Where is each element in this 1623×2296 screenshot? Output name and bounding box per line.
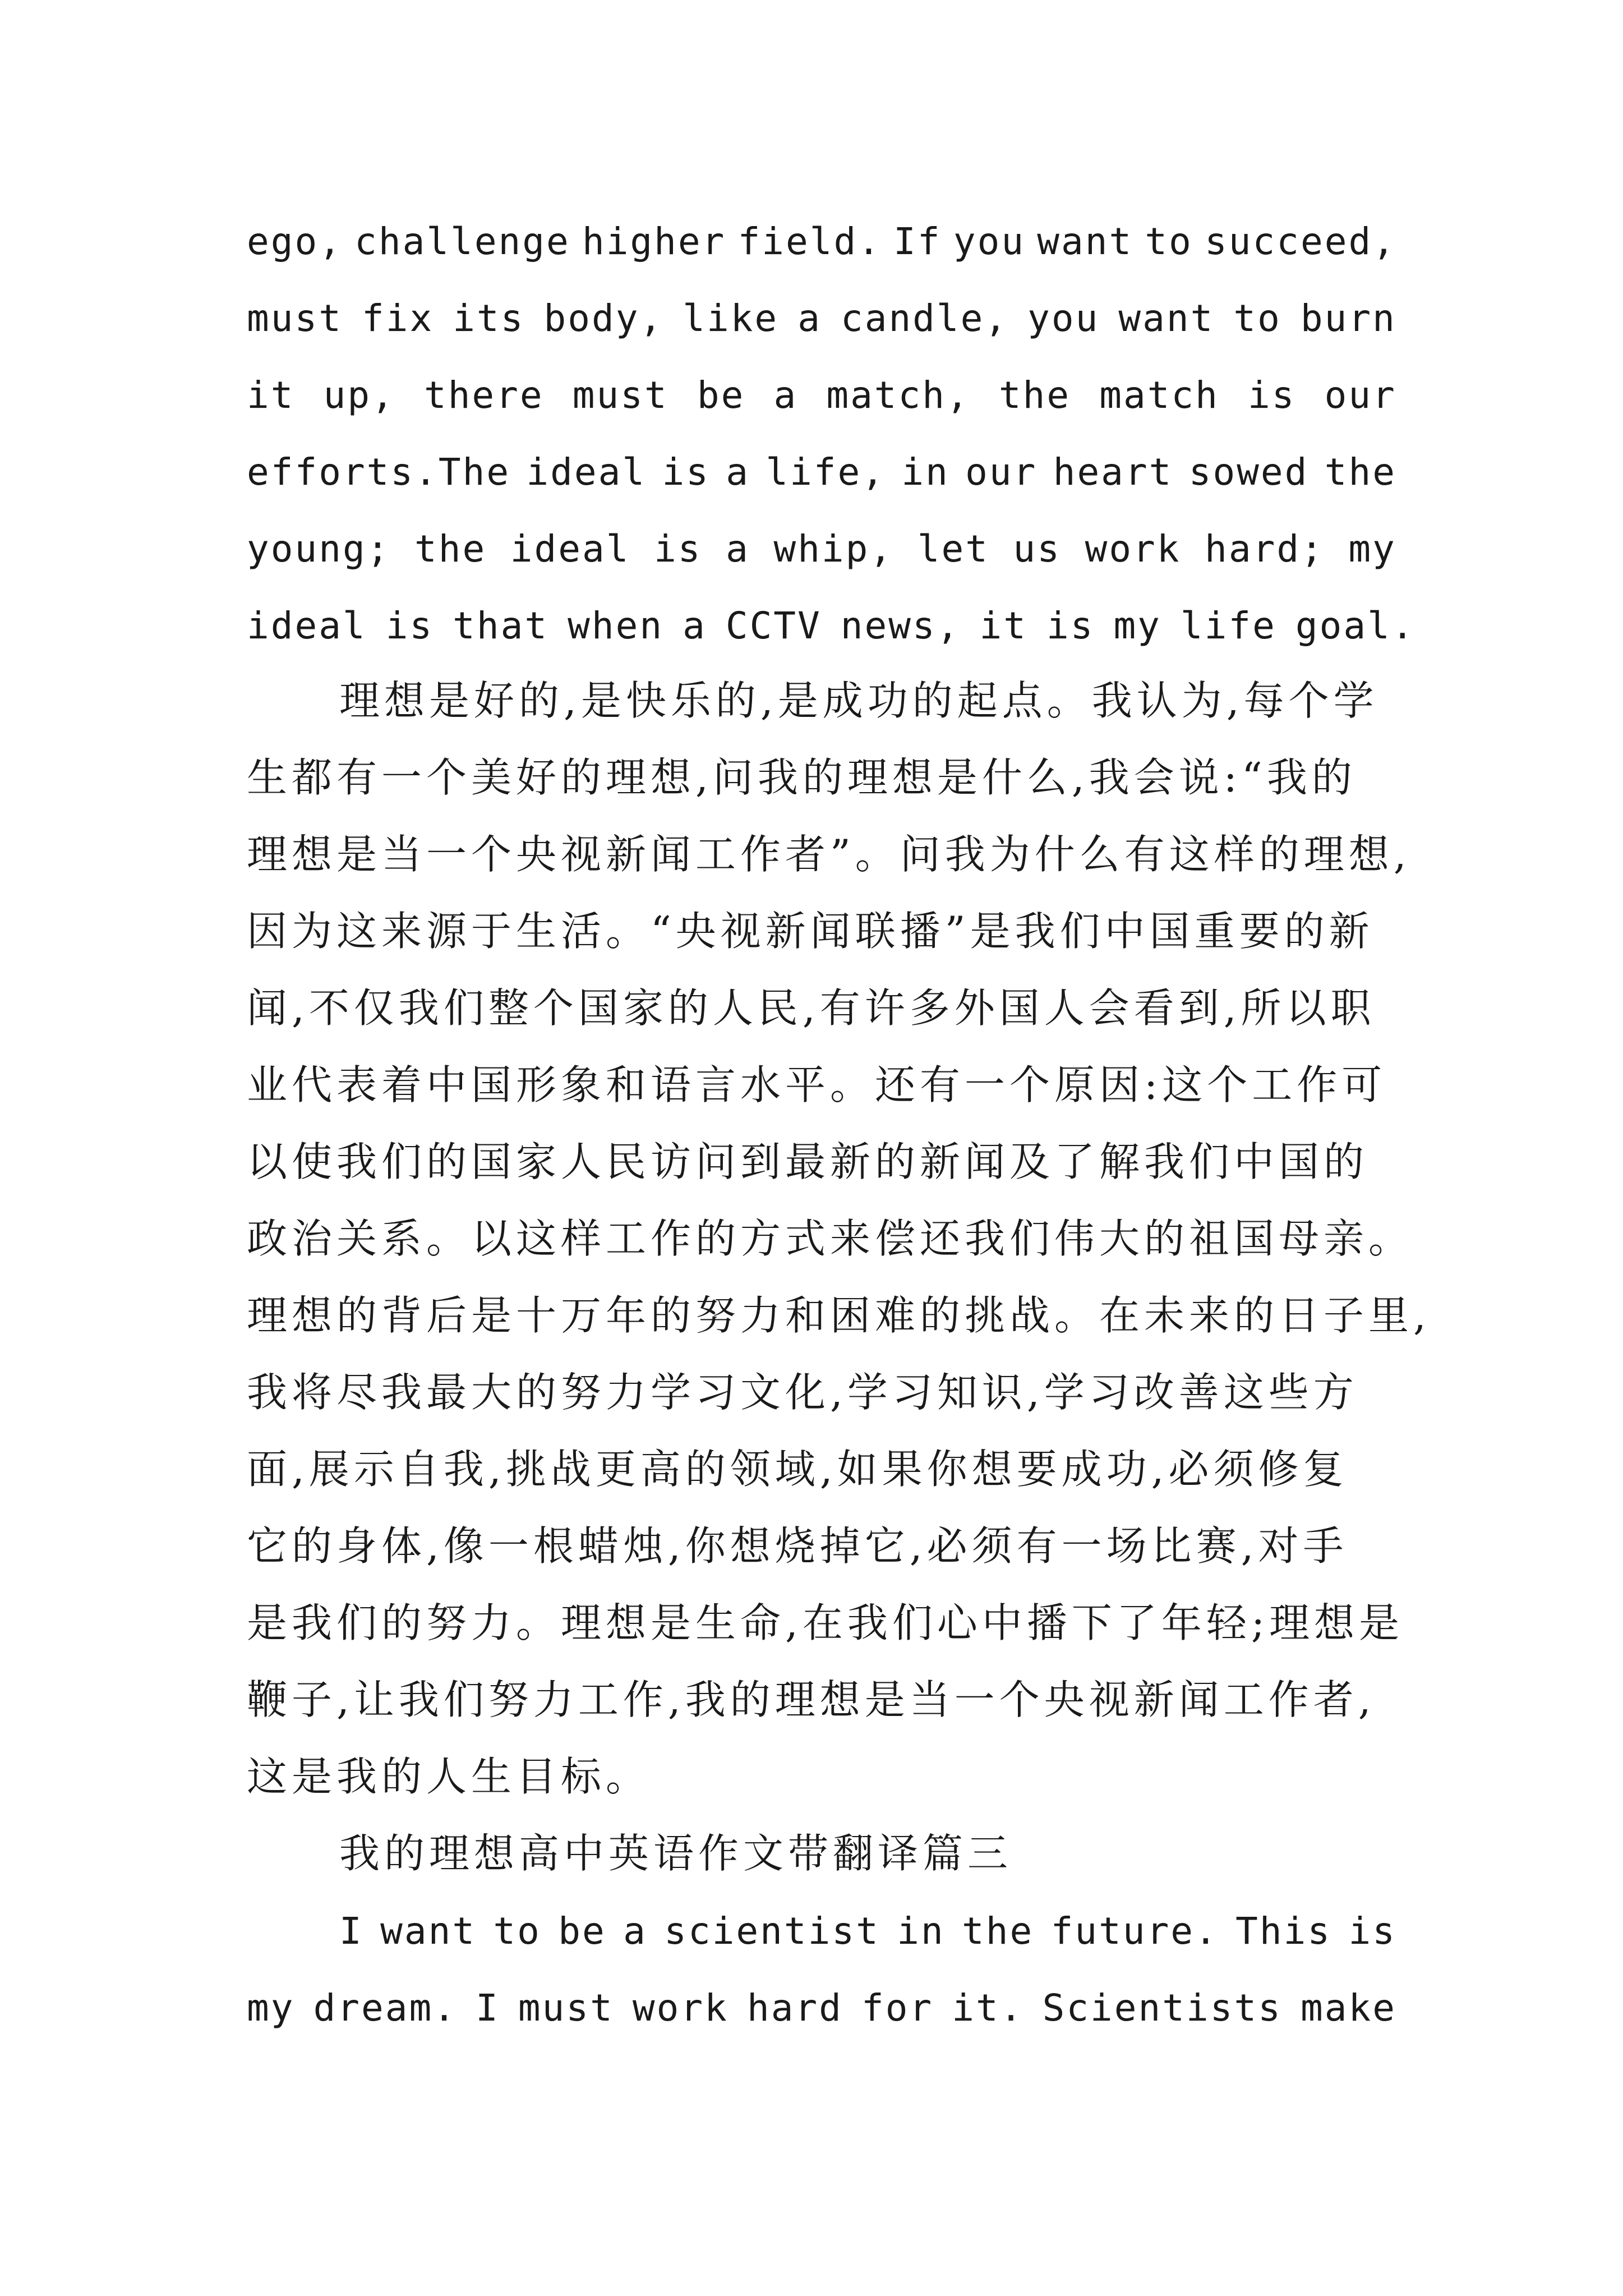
word: is — [662, 450, 710, 494]
word: life, — [766, 450, 886, 494]
english-line — [247, 527, 1396, 570]
chinese-line: 理想是好的,是快乐的,是成功的起点。我认为,每个学 — [339, 677, 1378, 724]
english-line — [247, 1986, 1396, 2030]
word: burn — [1300, 297, 1396, 340]
english-line — [339, 1910, 1396, 1953]
word: there — [423, 374, 544, 417]
word: ideal — [247, 604, 367, 647]
word: field. — [737, 220, 882, 263]
word: my — [1348, 527, 1396, 570]
word: challenge — [354, 220, 570, 263]
word: a — [683, 604, 707, 647]
word: make — [1301, 1986, 1396, 2030]
word: a — [726, 527, 750, 570]
word: it — [979, 604, 1027, 647]
chinese-line: 闻,不仅我们整个国家的人民,有许多外国人会看到,所以职 — [247, 984, 1376, 1032]
word: heart — [1053, 450, 1173, 494]
section-heading: 我的理想高中英语作文带翻译篇三 — [339, 1830, 1013, 1877]
chinese-line: 业代表着中国形象和语言水平。还有一个原因:这个工作可 — [247, 1061, 1387, 1108]
word: work — [632, 1986, 728, 2030]
word: our — [965, 450, 1038, 494]
english-line — [247, 297, 1396, 340]
word: candle, — [840, 297, 1009, 340]
word: like — [683, 297, 779, 340]
word: it. — [952, 1986, 1024, 2030]
word: us — [1013, 527, 1061, 570]
word: succeed, — [1205, 220, 1396, 263]
word: the — [414, 527, 487, 570]
word: be — [558, 1910, 606, 1953]
word: hard; — [1205, 527, 1325, 570]
word: life — [1180, 604, 1276, 647]
word: must — [247, 297, 343, 340]
chinese-line: 这是我的人生目标。 — [247, 1753, 651, 1800]
word: is — [1248, 374, 1296, 417]
word: a — [773, 374, 798, 417]
word: fix — [361, 297, 434, 340]
word: its — [453, 297, 525, 340]
word: This — [1235, 1910, 1332, 1953]
word: the — [962, 1910, 1034, 1953]
english-line — [247, 220, 1396, 263]
word: my — [247, 1986, 295, 2030]
word: hard — [746, 1986, 843, 2030]
chinese-line: 以使我们的国家人民访问到最新的新闻及了解我们中国的 — [247, 1138, 1369, 1185]
word: young; — [247, 527, 391, 570]
word: let — [917, 527, 989, 570]
word: that — [453, 604, 549, 647]
word: the — [998, 374, 1071, 417]
chinese-line: 它的身体,像一根蜡烛,你想烧掉它,必须有一场比赛,对手 — [247, 1522, 1348, 1570]
word: I — [339, 1910, 363, 1953]
word: when — [568, 604, 664, 647]
word: If — [893, 220, 942, 263]
word: match — [1099, 374, 1219, 417]
word: ideal — [510, 527, 630, 570]
chinese-line: 是我们的努力。理想是生命,在我们心中播下了年轻;理想是 — [247, 1599, 1404, 1646]
word: is — [385, 604, 434, 647]
word: want — [380, 1910, 477, 1953]
word: efforts.The — [247, 450, 511, 494]
chinese-line: 面,展示自我,挑战更高的领域,如果你想要成功,必须修复 — [247, 1446, 1348, 1493]
chinese-line: 政治关系。以这样工作的方式来偿还我们伟大的祖国母亲。 — [247, 1215, 1414, 1262]
chinese-line: 因为这来源于生活。“央视新闻联播”是我们中国重要的新 — [247, 908, 1374, 955]
word: news, — [840, 604, 961, 647]
english-line — [247, 374, 1396, 417]
word: the — [1324, 450, 1396, 494]
word: must — [572, 374, 668, 417]
word: ideal — [526, 450, 647, 494]
word: to — [1145, 220, 1193, 263]
word: to — [1233, 297, 1281, 340]
word: higher — [582, 220, 726, 263]
word: in — [901, 450, 949, 494]
word: is — [654, 527, 702, 570]
chinese-line: 我将尽我最大的努力学习文化,学习知识,学习改善这些方 — [247, 1369, 1358, 1416]
word: to — [493, 1910, 541, 1953]
english-line — [247, 450, 1396, 494]
chinese-line: 理想的背后是十万年的努力和困难的挑战。在未来的日子里, — [247, 1292, 1431, 1339]
chinese-line: 鞭子,让我们努力工作,我的理想是当一个央视新闻工作者, — [247, 1676, 1376, 1723]
word: be — [697, 374, 745, 417]
word: want — [1037, 220, 1133, 263]
word: I — [476, 1986, 500, 2030]
word: our — [1324, 374, 1396, 417]
chinese-line: 生都有一个美好的理想,问我的理想是什么,我会说:“我的 — [247, 754, 1357, 801]
word: dream. — [313, 1986, 457, 2030]
word: a — [726, 450, 750, 494]
word: whip, — [773, 527, 894, 570]
word: future. — [1050, 1910, 1219, 1953]
word: a — [797, 297, 822, 340]
word: goal. — [1295, 604, 1415, 647]
word: must — [518, 1986, 614, 2030]
word: scientist — [664, 1910, 880, 1953]
word: for — [861, 1986, 934, 2030]
word: my — [1113, 604, 1161, 647]
word: a — [623, 1910, 647, 1953]
word: ego, — [247, 220, 343, 263]
word: work — [1085, 527, 1181, 570]
word: CCTV — [725, 604, 822, 647]
word: in — [897, 1910, 945, 1953]
chinese-line: 理想是当一个央视新闻工作者”。问我为什么有这样的理想, — [247, 831, 1411, 878]
word: is — [1348, 1910, 1396, 1953]
word: you — [953, 220, 1026, 263]
word: Scientists — [1042, 1986, 1282, 2030]
word: body, — [543, 297, 664, 340]
word: you — [1027, 297, 1100, 340]
word: sowed — [1188, 450, 1309, 494]
word: match, — [826, 374, 970, 417]
word: it — [247, 374, 295, 417]
word: up, — [323, 374, 395, 417]
word: want — [1118, 297, 1215, 340]
word: is — [1046, 604, 1095, 647]
english-line — [247, 604, 1415, 647]
